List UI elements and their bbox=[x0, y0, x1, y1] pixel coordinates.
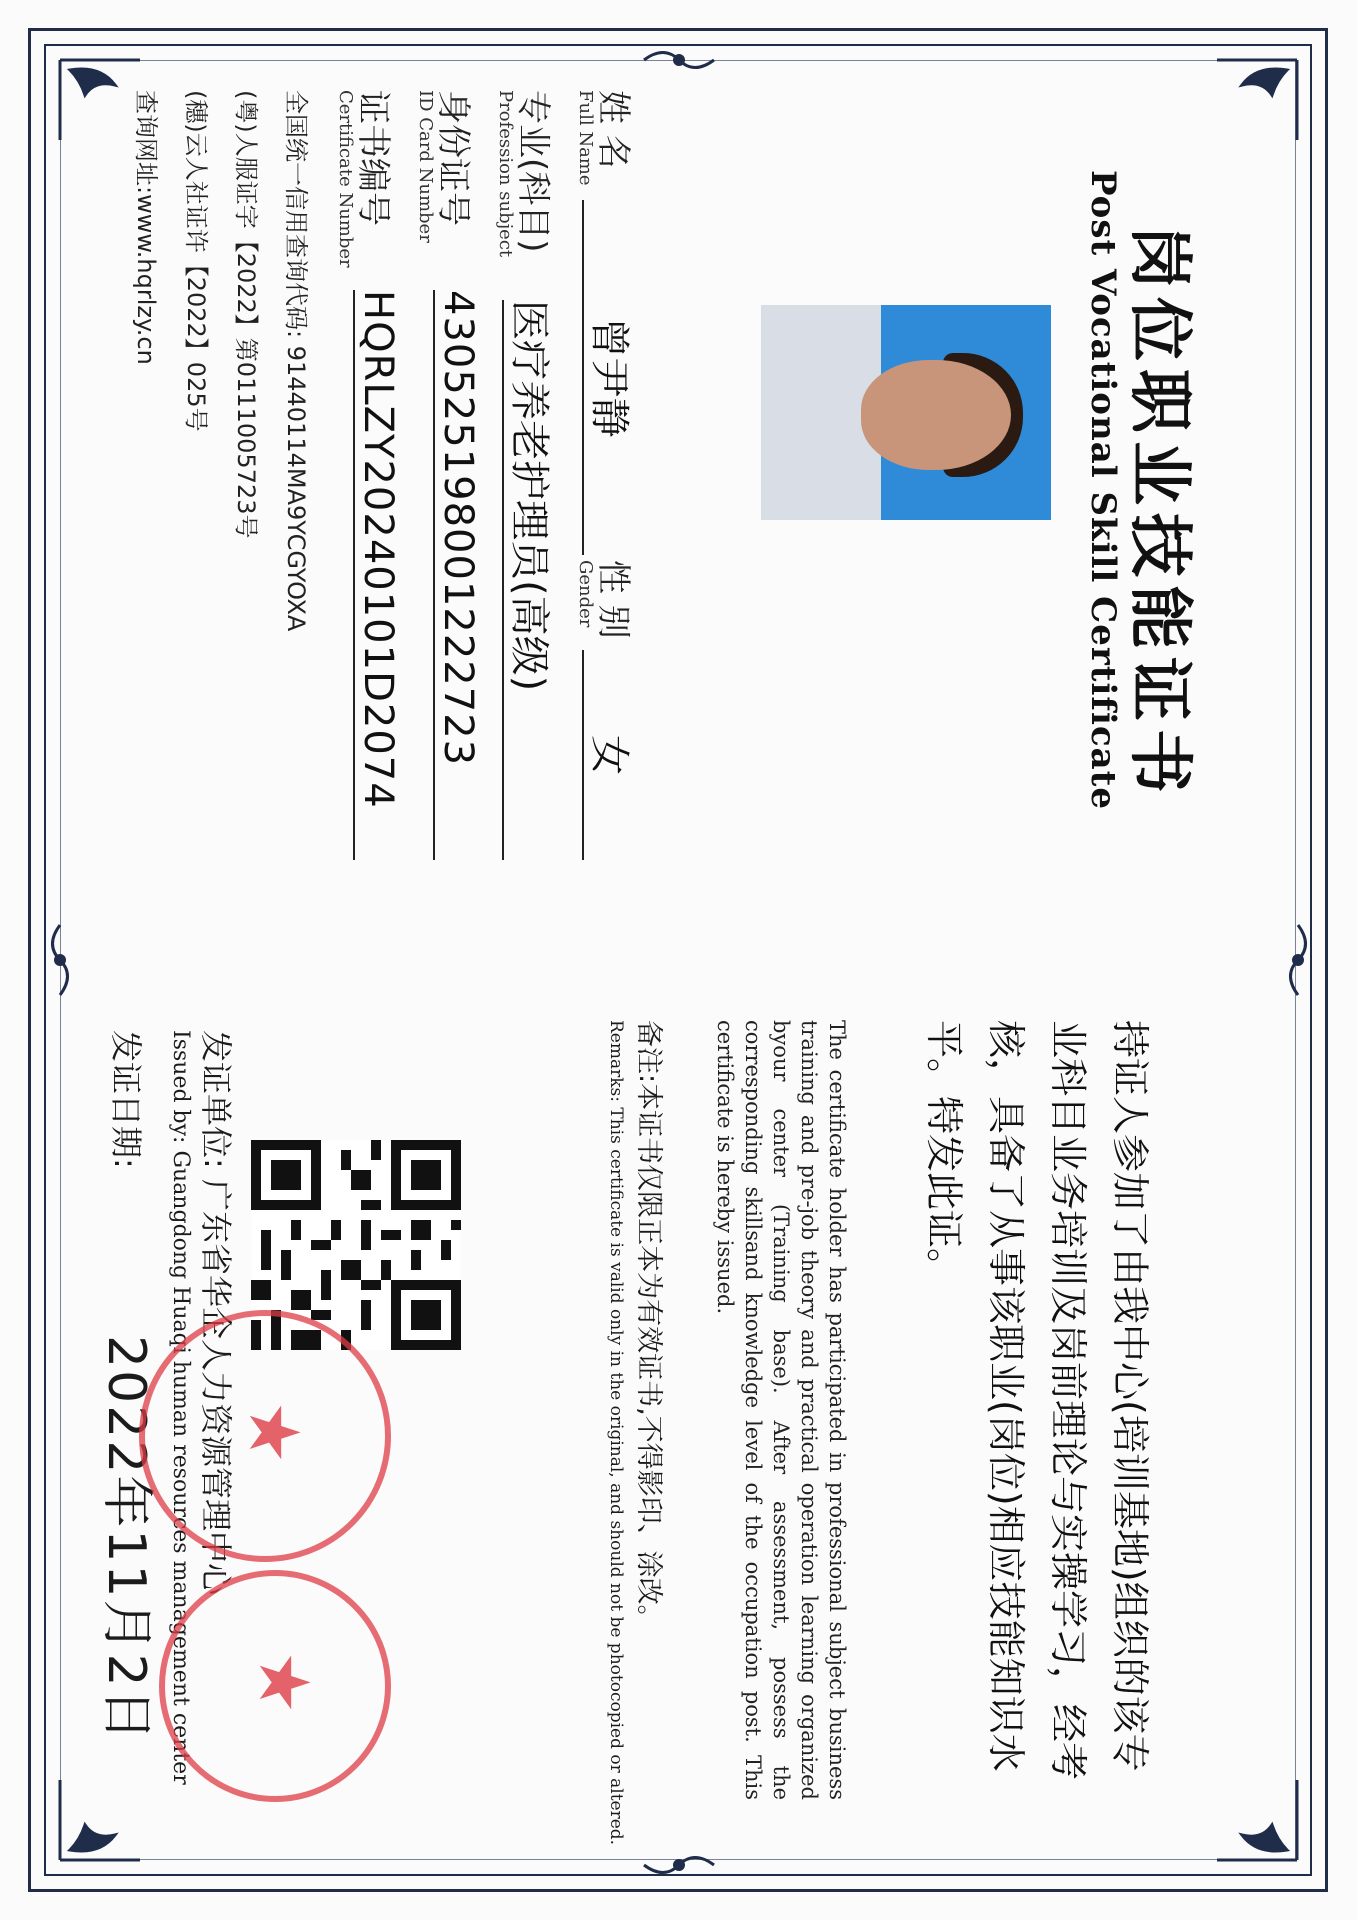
credit-code-line: 全国统一信用查询代码: 91440114MA9YCGYOXA bbox=[282, 90, 310, 632]
query-url-line: 查询网址:www.hqrlzy.cn bbox=[132, 90, 160, 365]
cert-number-label: 证书编号 bbox=[353, 90, 393, 226]
remark-en: Remarks: This certificate is valid only in the original, and should not be photocopied or altered. bbox=[606, 1020, 626, 1846]
id-card-value: 430525198001222723 bbox=[433, 290, 481, 860]
flourish-icon bbox=[634, 40, 724, 80]
license-line-2: (穗)云人社证许【2022】025号 bbox=[182, 90, 210, 432]
certificate-title-cn: 岗位职业技能证书 bbox=[1122, 225, 1196, 801]
holder-photo bbox=[761, 305, 1051, 520]
gender-value: 女 bbox=[582, 650, 641, 860]
official-seal-1: ★ bbox=[139, 1310, 391, 1562]
id-card-label-en: ID Card Number bbox=[415, 90, 436, 243]
statement-en: The certificate holder has participated in professional subject business training and pre-job theory and practical operation learning organized byour center (Training base). After assessment, possess the corresponding skillsand knowledge level of the occupation post. This certificate is hereby issued. bbox=[713, 1020, 849, 1800]
certificate-content bbox=[96, 90, 1251, 1846]
name-label-en: Full Name bbox=[575, 90, 596, 186]
statement-cn: 持证人参加了由我中心(培训基地)组织的该专业科目业务培训及岗前理论与实操学习，经考核，具备了从事该职业(岗位)相应技能知识水平。特发此证。 bbox=[922, 1020, 1152, 1781]
gender-label-en: Gender bbox=[575, 560, 596, 628]
profession-value: 医疗养老护理员(高级) bbox=[502, 300, 561, 860]
issue-date-value: 2022年11月2日 bbox=[96, 1335, 156, 1743]
gender-label: 性 别 bbox=[593, 560, 633, 639]
cert-number-label-en: Certificate Number bbox=[335, 90, 356, 268]
flourish-icon bbox=[1278, 915, 1318, 1005]
profession-label-en: Profession subject bbox=[495, 90, 516, 258]
remark-cn: 备注:本证书仅限正本为有效证书,不得影印、涂改。 bbox=[633, 1020, 664, 1632]
issue-date-label: 发证日期: bbox=[107, 1030, 145, 1169]
flourish-icon bbox=[634, 1845, 724, 1885]
flourish-icon bbox=[40, 915, 80, 1005]
issuer-en: Issued by: Guangdong Huaqi human resources management center bbox=[168, 1030, 193, 1785]
id-card-label: 身份证号 bbox=[433, 90, 473, 226]
name-label: 姓 名 bbox=[593, 90, 633, 169]
official-seal-2: ★ bbox=[159, 1570, 391, 1802]
name-value: 曾尹静 bbox=[582, 200, 641, 555]
cert-number-value: HQRLZY20240101D2074 bbox=[353, 290, 401, 860]
license-line-1: (粤)人服证字【2022】第0111005723号 bbox=[232, 90, 260, 539]
issuer-cn: 发证单位: 广东省华企人力资源管理中心 bbox=[197, 1030, 235, 1595]
profession-label: 专业(科目) bbox=[513, 90, 553, 253]
certificate-title-en: Post Vocational Skill Certificate bbox=[1083, 170, 1123, 811]
